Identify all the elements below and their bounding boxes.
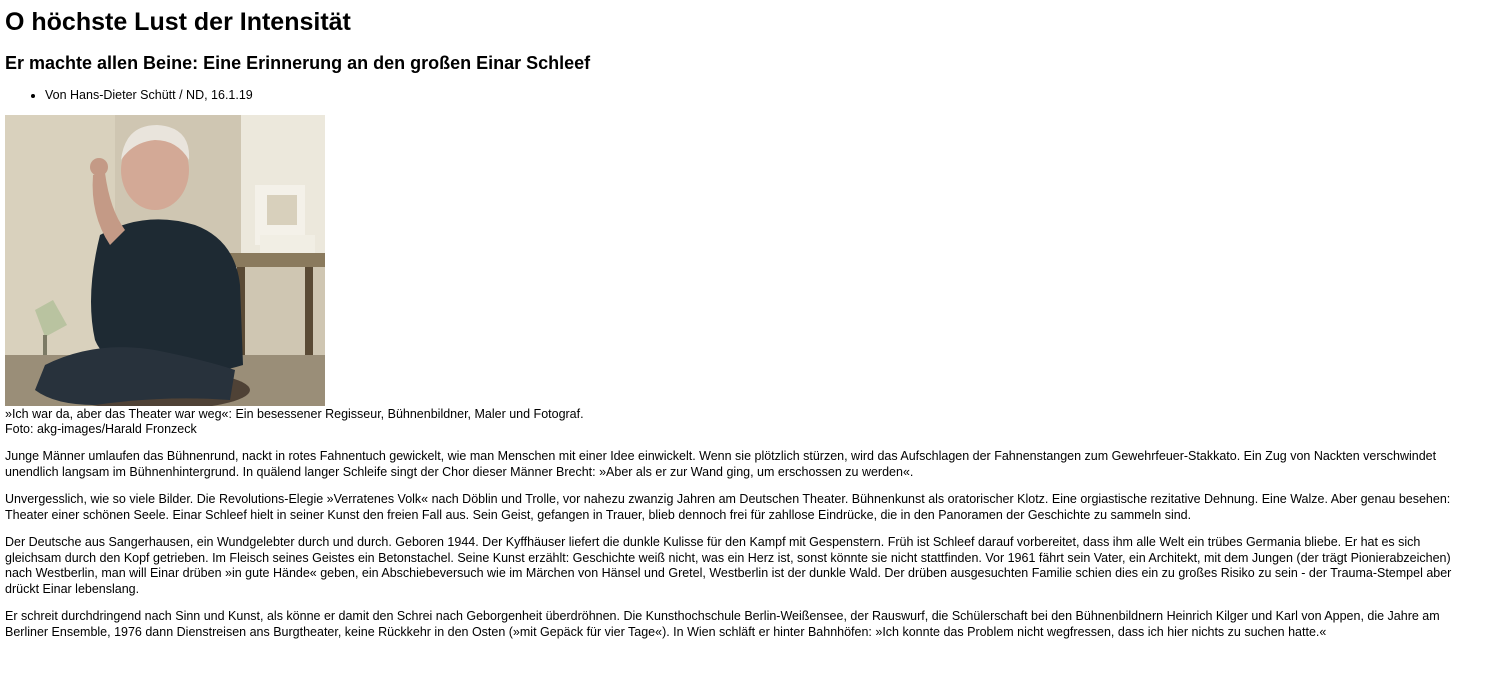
- byline: • Von Hans-Dieter Schütt / ND, 16.1.19: [45, 87, 1480, 103]
- photo-caption: [5, 407, 1480, 437]
- paragraph: Junge Männer umlaufen das Bühnenrund, nackt in rotes Fahnentuch gewickelt, wie man Menschen mit einer Idee einwickelt. Wenn sie plötzlich stürzen, wird das Aufschlagen der Fahnenstangen zum Gewehrfeuer-Stakkato. Ein Zug von Nackten verschwindet unendlich langsam im Bühnenhintergrund. In quälend langer Schleife singt der Chor dieser Männer Brecht: »Aber als er zur Wand ging, um erschossen zu werden«.: [5, 449, 1437, 479]
- paragraph: Der Deutsche aus Sangerhausen, ein Wundgelebter durch und durch. Geboren 1944. Der Kyffhäuser liefert die dunkle Kulisse für den Kampf mit Gespenstern. Früh ist Schleef darauf vorbereitet, dass ihm alle Welt ein trübes Germania bliebe. Er hat es sich gleichsam durch den Kopf getrieben. Im Fleisch seines Geistes ein Betonstachel. Seine Kunst erzählt: Geschichte weiß nicht, was ein Herz ist, sonst könnte sie nicht stattfinden. Vor 1961 fährt sein Vater, ein Architekt, mit dem Jungen (der trägt Pionierabzeichen) nach Westberlin, man will Einar drüben »in gute Hände« geben, ein Abschiebeversuch wie im Märchen von Hänsel und Gretel, Westberlin ist der dunkle Wald. Der drüben ausgesuchten Familie schien dies ein zu großes Risiko zu sein - der Trauma-Stempel aber drückt Einar lebenslang.: [5, 535, 1452, 596]
- portrait-photo: [5, 115, 325, 406]
- article-subtitle: Er machte allen Beine: Eine Erinnerung an den großen Einar Schleef: [5, 53, 591, 73]
- article: [0, 7, 1485, 640]
- article-title: O höchste Lust der Intensität: [5, 8, 351, 36]
- photo-credit: Foto: akg-images/Harald Fronzeck: [5, 422, 197, 436]
- byline-list: [5, 87, 1480, 103]
- paragraph: Er schreit durchdringend nach Sinn und Kunst, als könne er damit den Schrei nach Geborgenheit überdröhnen. Die Kunsthochschule Berlin-Weißensee, der Rauswurf, die Schülerschaft bei den Bühnenbildnern Heinrich Kilger und Karl von Appen, die Jahre am Berliner Ensemble, 1976 dann Dienstreisen ans Burgtheater, keine Rückkehr in den Osten (»mit Gepäck für vier Tage«). In Wien schläft er hinter Bahnhöfen: »Ich konnte das Problem nicht wegfressen, dass ich hier nichts zu suchen hatte.«: [5, 609, 1440, 639]
- caption-text: »Ich war da, aber das Theater war weg«: Ein besessener Regisseur, Bühnenbildner, Maler und Fotograf.: [5, 407, 584, 421]
- paragraph: Unvergesslich, wie so viele Bilder. Die Revolutions-Elegie »Verratenes Volk« nach Döblin und Trolle, vor nahezu zwanzig Jahren am Deutschen Theater. Bühnenkunst als oratorischer Klotz. Eine orgiastische rezitative Dehnung. Eine Walze. Aber genau besehen: Theater einer schönen Seele. Einar Schleef hielt in seiner Kunst den freien Fall aus. Sein Geist, gefangen in Trauer, blieb dennoch frei für zahllose Eindrücke, die in den Panoramen der Geschichte zu sammeln sind.: [5, 492, 1451, 522]
